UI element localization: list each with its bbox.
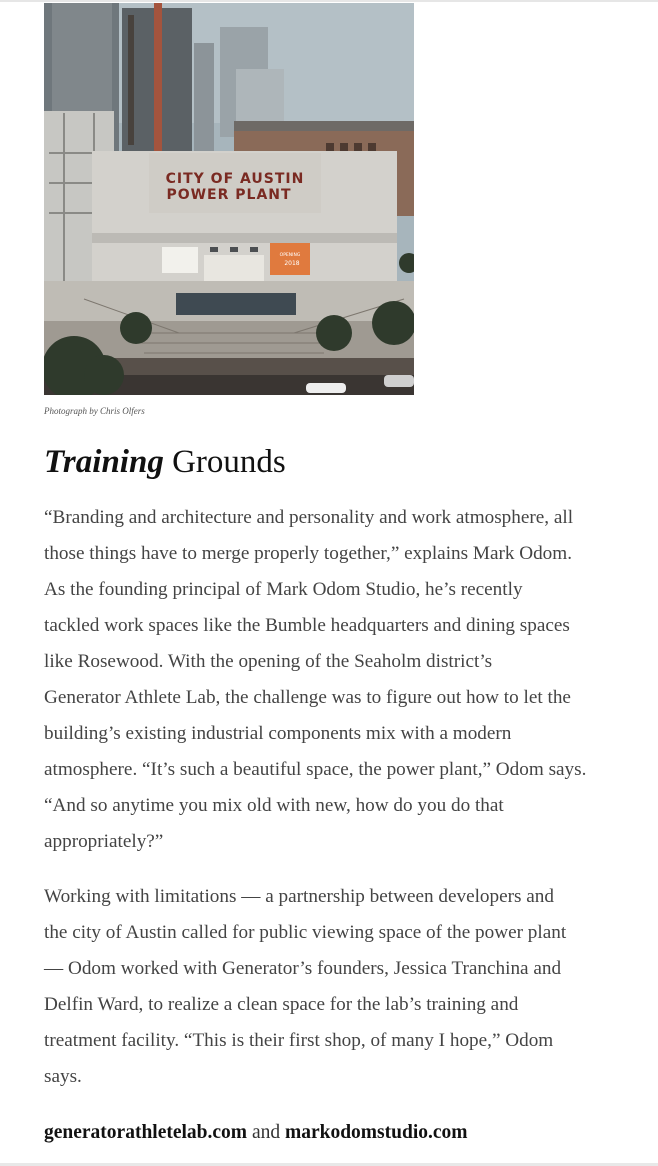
top-divider bbox=[0, 0, 658, 2]
links-connector: and bbox=[247, 1122, 285, 1143]
paragraph-line: Delfin Ward, to realize a clean space for the lab’s training and bbox=[44, 994, 519, 1015]
generator-link[interactable]: generatorathletelab.com bbox=[44, 1122, 248, 1143]
power-plant-photo bbox=[44, 3, 414, 395]
markodom-link[interactable]: markodomstudio.com bbox=[284, 1122, 468, 1143]
paragraph-line: appropriately?” bbox=[44, 831, 164, 852]
paragraph-2 bbox=[44, 879, 644, 1095]
paragraph-line: like Rosewood. With the opening of the Seaholm district’s bbox=[44, 651, 493, 672]
paragraph-line: Generator Athlete Lab, the challenge was to figure out how to let the bbox=[44, 687, 571, 708]
photo-banner-line2: 2018 bbox=[284, 260, 300, 267]
website-links bbox=[44, 1118, 468, 1148]
paragraph-line: treatment facility. “This is their first shop, of many I hope,” Odom bbox=[44, 1030, 554, 1051]
heading-rest: Grounds bbox=[163, 444, 286, 480]
paragraph-line: tackled work spaces like the Bumble headquarters and dining spaces bbox=[44, 615, 570, 636]
article-heading bbox=[44, 440, 286, 484]
paragraph-line: those things have to merge properly together,” explains Mark Odom. bbox=[44, 543, 573, 564]
paragraph-line: building’s existing industrial components mix with a modern bbox=[44, 723, 512, 744]
paragraph-1 bbox=[44, 500, 644, 860]
paragraph-line: Working with limitations — a partnership between developers and bbox=[44, 886, 554, 907]
paragraph-line: “Branding and architecture and personality and work atmosphere, all bbox=[44, 507, 574, 528]
paragraph-line: the city of Austin called for public viewing space of the power plant bbox=[44, 922, 567, 943]
paragraph-line: As the founding principal of Mark Odom Studio, he’s recently bbox=[44, 579, 523, 600]
photo-banner-line1: OPENING bbox=[279, 253, 301, 258]
paragraph-line: — Odom worked with Generator’s founders, Jessica Tranchina and bbox=[44, 958, 562, 979]
photo-caption: Photograph by Chris Olfers bbox=[44, 406, 145, 416]
photo-sign-line1: CITY OF AUSTIN bbox=[165, 171, 305, 187]
paragraph-line: atmosphere. “It’s such a beautiful space, the power plant,” Odom says. bbox=[44, 759, 587, 780]
photo-sign-line2: POWER PLANT bbox=[166, 187, 292, 203]
paragraph-line: “And so anytime you mix old with new, how do you do that bbox=[44, 795, 504, 816]
heading-emphasis: Training bbox=[44, 444, 164, 480]
paragraph-line: says. bbox=[44, 1066, 82, 1087]
